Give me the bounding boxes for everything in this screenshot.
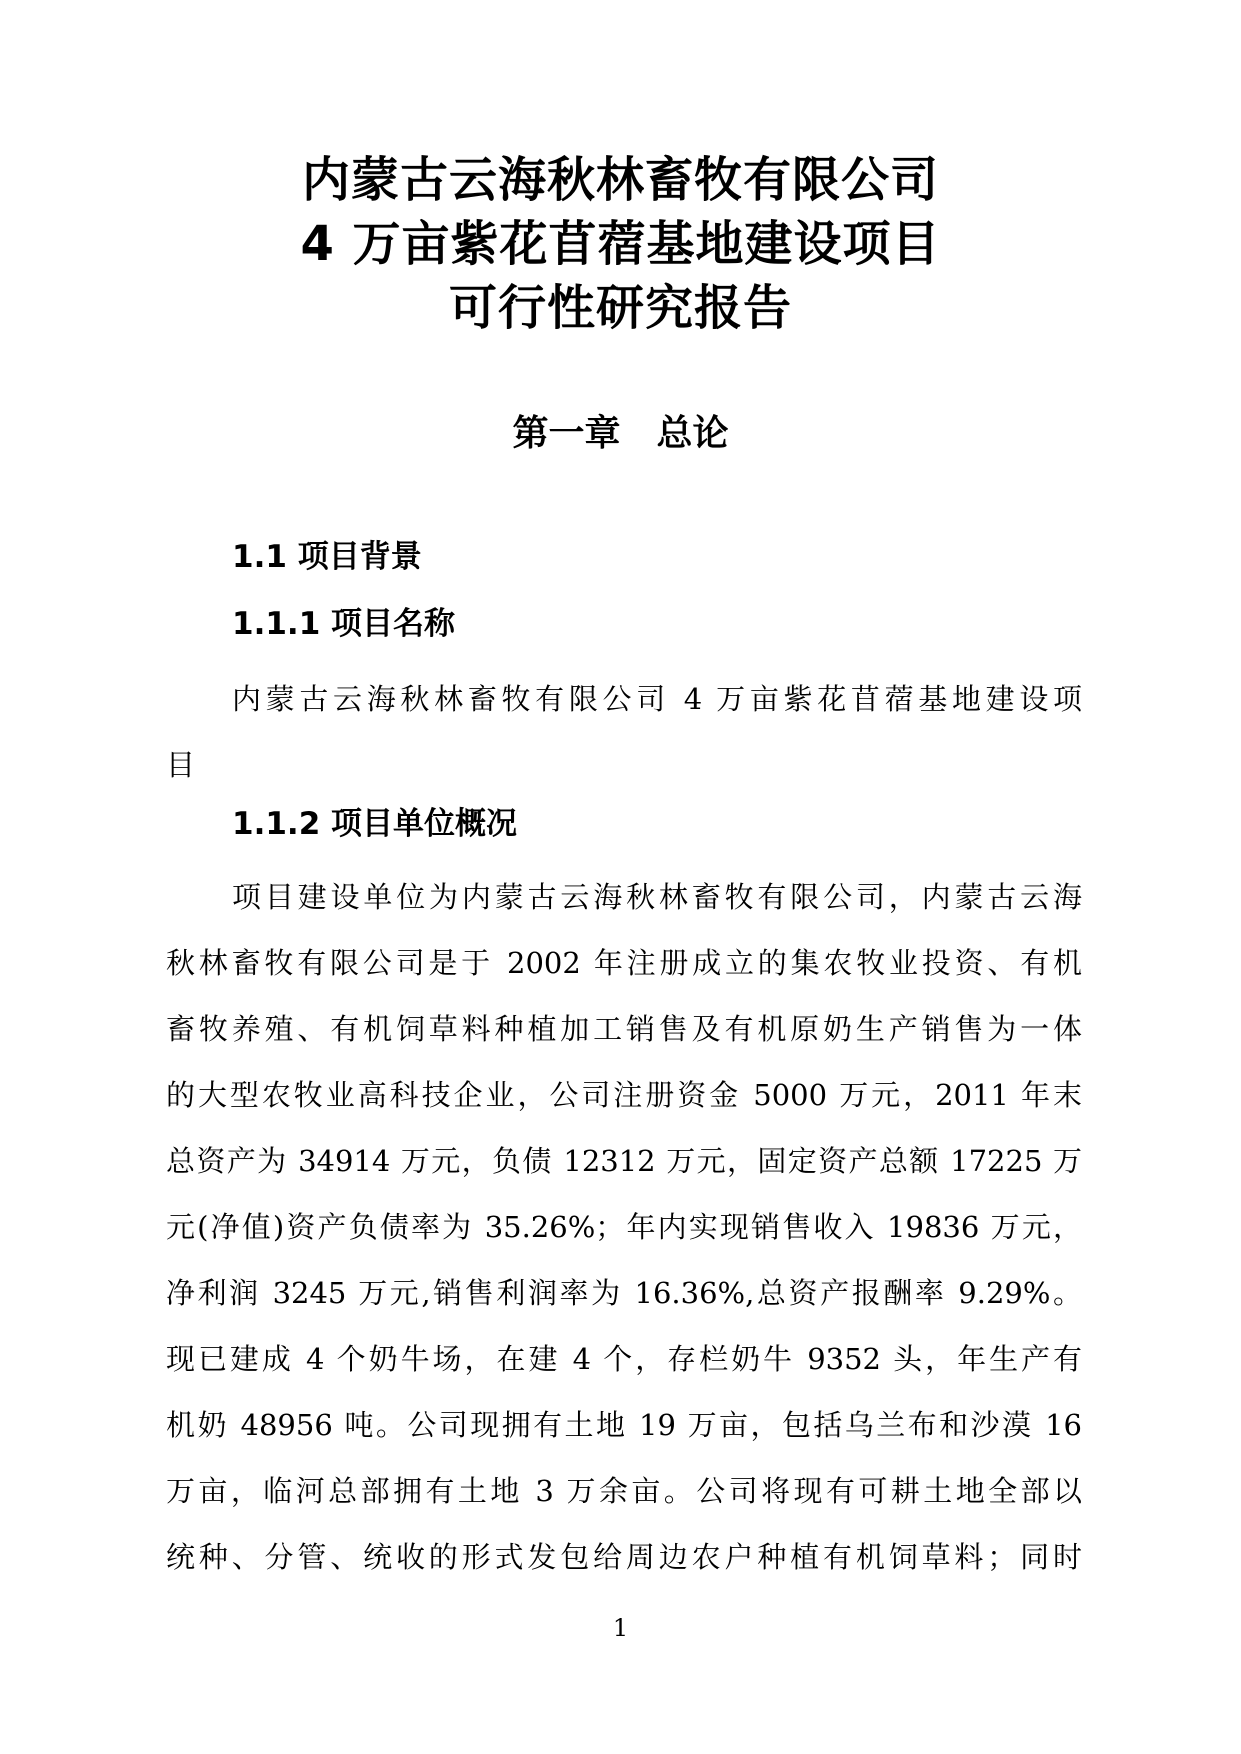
section-heading-1-1: 1.1 项目背景 — [232, 539, 422, 575]
paragraph-line: 项目建设单位为内蒙古云海秋林畜牧有限公司，内蒙古云海 — [232, 880, 1082, 914]
paragraph-line: 机奶 48956 吨。公司现拥有土地 19 万亩，包括乌兰布和沙漠 16 — [166, 1408, 1082, 1442]
paragraph-line: 的大型农牧业高科技企业，公司注册资金 5000 万元，2011 年末 — [166, 1078, 1082, 1112]
paragraph-line: 现已建成 4 个奶牛场，在建 4 个，存栏奶牛 9352 头，年生产有 — [166, 1342, 1082, 1376]
paragraph-line: 目 — [166, 748, 196, 782]
paragraph-line: 秋林畜牧有限公司是于 2002 年注册成立的集农牧业投资、有机 — [166, 946, 1082, 980]
project-name-paragraph — [166, 666, 1082, 798]
paragraph-line: 内蒙古云海秋林畜牧有限公司 4 万亩紫花苜蓿基地建设项 — [232, 682, 1082, 716]
paragraph-line: 万亩，临河总部拥有土地 3 万余亩。公司将现有可耕土地全部以 — [166, 1474, 1082, 1508]
paragraph-line: 元(净值)资产负债率为 35.26%；年内实现销售收入 19836 万元， — [166, 1210, 1082, 1244]
paragraph-line: 统种、分管、统收的形式发包给周边农户种植有机饲草料；同时 — [166, 1540, 1082, 1574]
paragraph-line: 畜牧养殖、有机饲草料种植加工销售及有机原奶生产销售为一体 — [166, 1012, 1082, 1046]
section-heading-1-1-2: 1.1.2 项目单位概况 — [232, 806, 518, 842]
page-number: 1 — [612, 1614, 629, 1642]
title-line-project: 4 万亩紫花苜蓿基地建设项目 — [300, 216, 941, 272]
paragraph-line: 总资产为 34914 万元，负债 12312 万元，固定资产总额 17225 万 — [166, 1144, 1082, 1178]
title-line-company: 内蒙古云海秋林畜牧有限公司 — [301, 152, 939, 208]
paragraph-line: 净利润 3245 万元,销售利润率为 16.36%,总资产报酬率 9.29%。 — [166, 1276, 1082, 1310]
company-overview-paragraph — [166, 864, 1082, 1590]
report-title — [0, 148, 1241, 340]
title-line-report: 可行性研究报告 — [448, 280, 792, 336]
section-heading-1-1-1: 1.1.1 项目名称 — [232, 606, 456, 642]
chapter-heading: 第一章 总论 — [512, 413, 729, 454]
